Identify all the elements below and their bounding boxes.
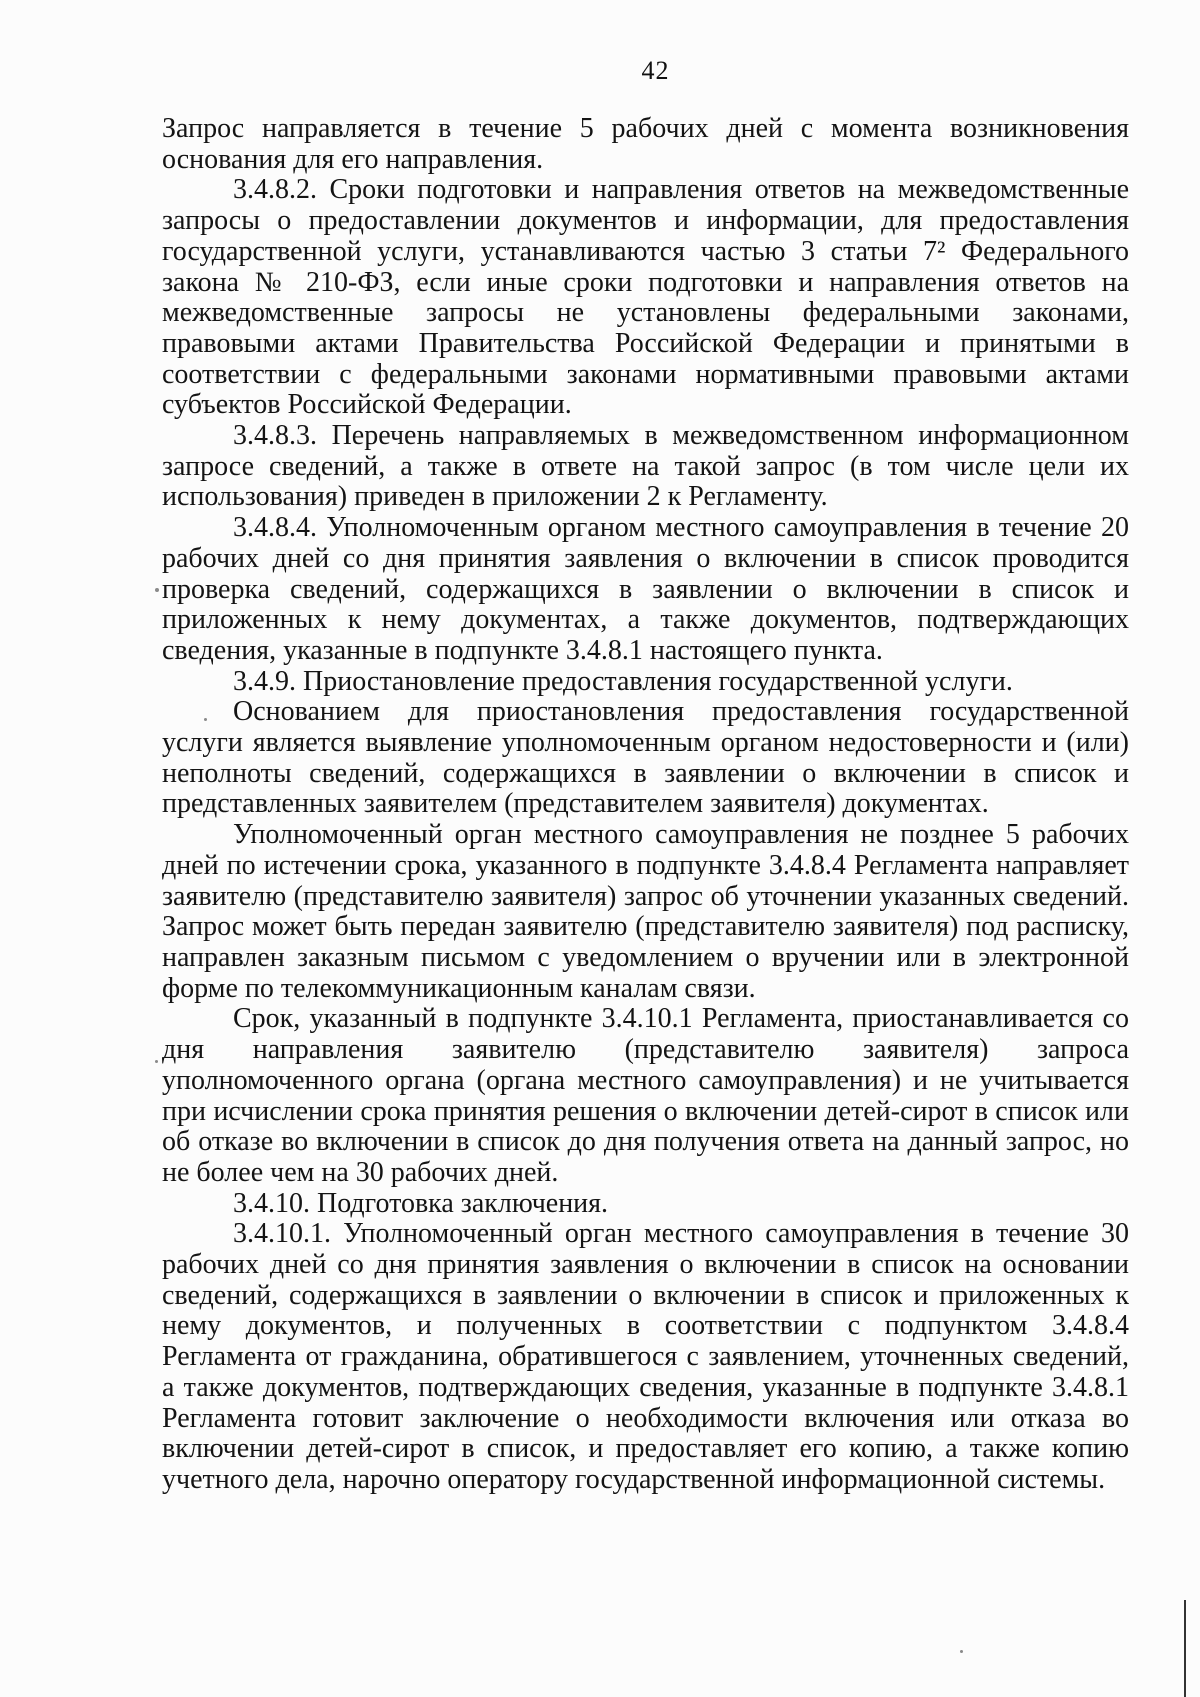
paragraph-3-4-9-heading: 3.4.9. Приостановление предоставления государственной услуги. bbox=[233, 665, 1013, 697]
scan-edge-line bbox=[1184, 1600, 1186, 1697]
paragraph-3-4-8-3: 3.4.8.3. Перечень направляемых в межведомственном информационном запросе сведений, а также в ответе на такой запрос (в том числе цели их использования) приведен в приложении 2 к Регламенту. bbox=[162, 420, 1129, 513]
paragraph-3-4-10-heading: 3.4.10. Подготовка заключения. bbox=[233, 1187, 609, 1219]
paragraph-3-4-10-1: 3.4.10.1. Уполномоченный орган местного самоуправления в течение 30 рабочих дней со дня принятия заявления о включении в список на основании сведений, содержащихся в заявлении о включении в список и приложенных к нему документов, и полученных в соответствии с подпунктом 3.4.8.4 Регламента от гражданина, обратившегося с заявлением, уточненных сведений, а также документов, подтверждающих сведения, указанные в подпункте 3.4.8.1 Регламента готовит заключение о необходимости включения или отказа во включении детей-сирот в список, и предоставляет его копию, а также копию учетного дела, нарочно оператору государственной информационной системы. bbox=[162, 1218, 1129, 1495]
scan-speck bbox=[204, 718, 207, 721]
paragraph-3-4-8-4: 3.4.8.4. Уполномоченным органом местного самоуправления в течение 20 рабочих дней со дня принятия заявления о включении в список проводится проверка сведений, содержащихся в заявлении о включении в список и приложенных к нему документах, а также документов, подтверждающих сведения, указанные в подпункте 3.4.8.1 настоящего пункта. bbox=[162, 512, 1129, 666]
scan-speck bbox=[960, 1650, 963, 1653]
document-body bbox=[162, 114, 1129, 1496]
paragraph-3-4-8-2: 3.4.8.2. Сроки подготовки и направления ответов на межведомственные запросы о предоставлении документов и информации, для предоставления государственной услуги, устанавливаются частью 3 статьи 7² Федерального закона № 210-ФЗ, если иные сроки подготовки и направления ответов на межведомственные запросы не установлены федеральными законами, правовыми актами Правительства Российской Федерации и принятыми в соответствии с федеральными законами нормативными правовыми актами субъектов Российской Федерации. bbox=[162, 174, 1129, 421]
paragraph-suspension-grounds: Основанием для приостановления предоставления государственной услуги является выявление уполномоченным органом недостоверности и (или) неполноты сведений, содержащихся в заявлении о включении в список и представленных заявителем (представителем заявителя) документах. bbox=[162, 696, 1129, 820]
page-number: 42 bbox=[641, 56, 670, 85]
paragraph-suspension-term: Срок, указанный в подпункте 3.4.10.1 Регламента, приостанавливается со дня направления заявителю (представителю заявителя) запроса уполномоченного органа (органа местного самоуправления) и не учитывается при исчислении срока принятия решения о включении детей-сирот в список или об отказе во включении в список до дня получения ответа на данный запрос, но не более чем на 30 рабочих дней. bbox=[162, 1003, 1129, 1188]
scan-speck bbox=[155, 588, 159, 592]
scan-speck bbox=[155, 1060, 158, 1063]
paragraph-clarification-request: Уполномоченный орган местного самоуправления не позднее 5 рабочих дней по истечении срока, указанного в подпункте 3.4.8.4 Регламента направляет заявителю (представителю заявителя) запрос об уточнении указанных сведений. Запрос может быть передан заявителю (представителю заявителя) под расписку, направлен заказным письмом с уведомлением о вручении или в электронной форме по телекоммуникационным каналам связи. bbox=[162, 819, 1129, 1004]
paragraph-request-deadline: Запрос направляется в течение 5 рабочих дней с момента возникновения основания для его направления. bbox=[162, 113, 1129, 175]
